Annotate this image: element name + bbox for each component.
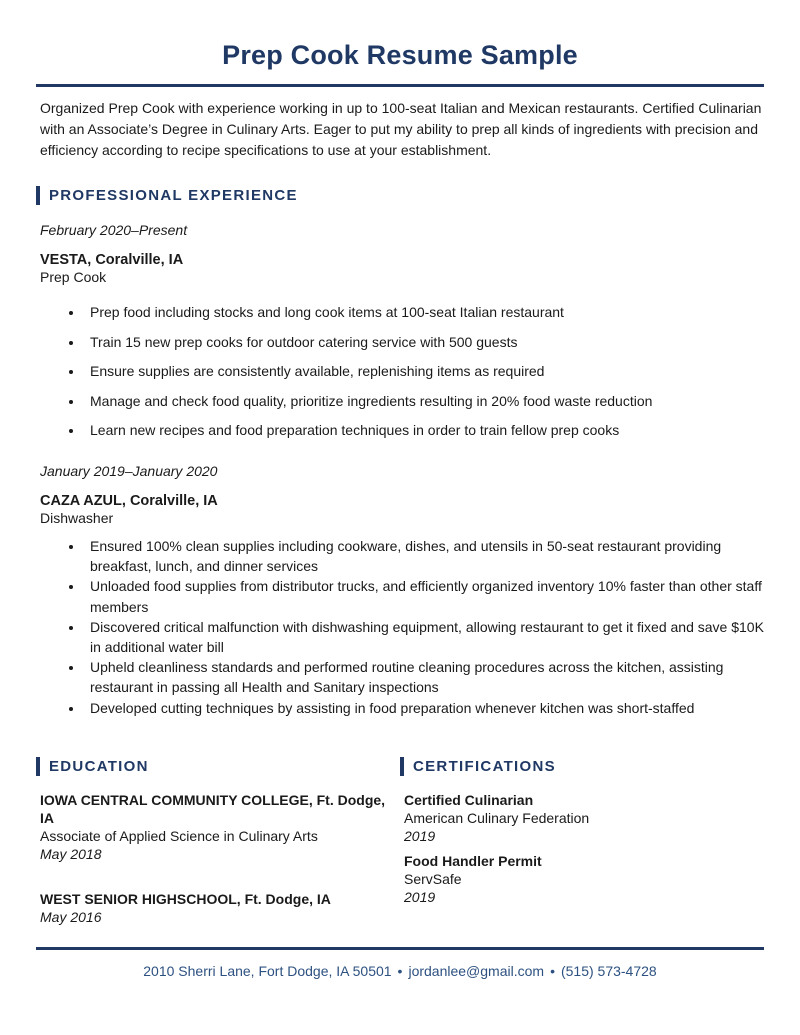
job-bullet: • Learn new recipes and food preparation techniques in order to train fellow prep cooks	[84, 420, 764, 440]
section-heading-certifications: CERTIFICATIONS	[400, 757, 764, 776]
summary-paragraph: Organized Prep Cook with experience working in up to 100-seat Italian and Mexican restaurants. Certified Culinarian with an Associate’s Degree in Culinary Arts. Eager to put my ability to prep all kinds of ingredients with precision and efficiency according to recipe specifications to use at your establishment.	[40, 100, 762, 158]
job-bullet: • Manage and check food quality, prioritize ingredients resulting in 20% food waste reduction	[84, 391, 764, 411]
education-date: May 2016	[40, 908, 102, 925]
footer-divider	[36, 947, 764, 950]
certifications-column	[400, 757, 764, 926]
section-heading-education: EDUCATION	[36, 757, 400, 776]
job-bullet: • Ensure supplies are consistently available, replenishing items as required	[84, 361, 764, 381]
education-entry	[36, 890, 400, 926]
job-dates: February 2020–Present	[40, 222, 188, 238]
degree: Associate of Applied Science in Culinary Arts	[40, 827, 318, 844]
certification-issuer: ServSafe	[404, 870, 462, 887]
job-dates: January 2019–January 2020	[40, 463, 218, 479]
school-name: WEST SENIOR HIGHSCHOOL, Ft. Dodge, IA	[40, 890, 331, 907]
job-bullet-list	[36, 302, 764, 440]
job-role: Prep Cook	[40, 269, 107, 285]
job-company: CAZA AZUL, Coralville, IA	[40, 493, 218, 509]
job-bullet: • Train 15 new prep cooks for outdoor catering service with 500 guests	[84, 332, 764, 352]
certification-issuer: American Culinary Federation	[404, 809, 590, 826]
job-bullet: • Prep food including stocks and long cook items at 100-seat Italian restaurant	[84, 302, 764, 322]
job-role: Dishwasher	[40, 510, 114, 526]
certification-year: 2019	[404, 888, 436, 905]
job-bullet: • Unloaded food supplies from distributor trucks, and efficiently organized inventory 10% faster than other staff members	[84, 576, 764, 616]
job-entry-vesta	[36, 222, 764, 440]
job-company: VESTA, Coralville, IA	[40, 252, 184, 268]
contact-address: 2010 Sherri Lane, Fort Dodge, IA 50501	[143, 962, 392, 979]
certification-year: 2019	[404, 827, 436, 844]
contact-separator: •	[397, 962, 403, 979]
header-divider	[36, 84, 764, 87]
job-entry-caza-azul	[36, 463, 764, 718]
job-bullet-list	[36, 536, 764, 718]
job-bullet: • Developed cutting techniques by assisting in food preparation whenever kitchen was short-staffed	[84, 698, 764, 718]
contact-phone: (515) 573-4728	[560, 962, 657, 979]
job-bullet: • Discovered critical malfunction with dishwashing equipment, allowing restaurant to get it fixed and save $10K in additional water bill	[84, 617, 764, 657]
education-column	[36, 757, 400, 926]
section-heading-experience: PROFESSIONAL EXPERIENCE	[36, 186, 764, 205]
contact-separator: •	[550, 962, 555, 979]
education-certifications-section	[36, 757, 764, 926]
job-bullet: • Upheld cleanliness standards and performed routine cleaning procedures across the kitchen, assisting restaurant in passing all Health and Sanitary inspections	[84, 657, 764, 697]
page-title: Prep Cook Resume Sample	[222, 40, 578, 70]
education-date: May 2018	[40, 845, 102, 862]
job-bullet: • Ensured 100% clean supplies including cookware, dishes, and utensils in 50-seat restaurant providing breakfast, lunch, and dinner services	[84, 536, 764, 576]
education-entry	[36, 791, 400, 863]
certification-name: Certified Culinarian	[404, 791, 534, 808]
certification-entry	[400, 852, 764, 906]
certification-entry	[400, 791, 764, 845]
contact-info	[36, 963, 764, 979]
contact-email: jordanlee@gmail.com	[408, 962, 545, 979]
certification-name: Food Handler Permit	[404, 852, 542, 869]
school-name: IOWA CENTRAL COMMUNITY COLLEGE, Ft. Dodge, IA	[40, 791, 386, 826]
